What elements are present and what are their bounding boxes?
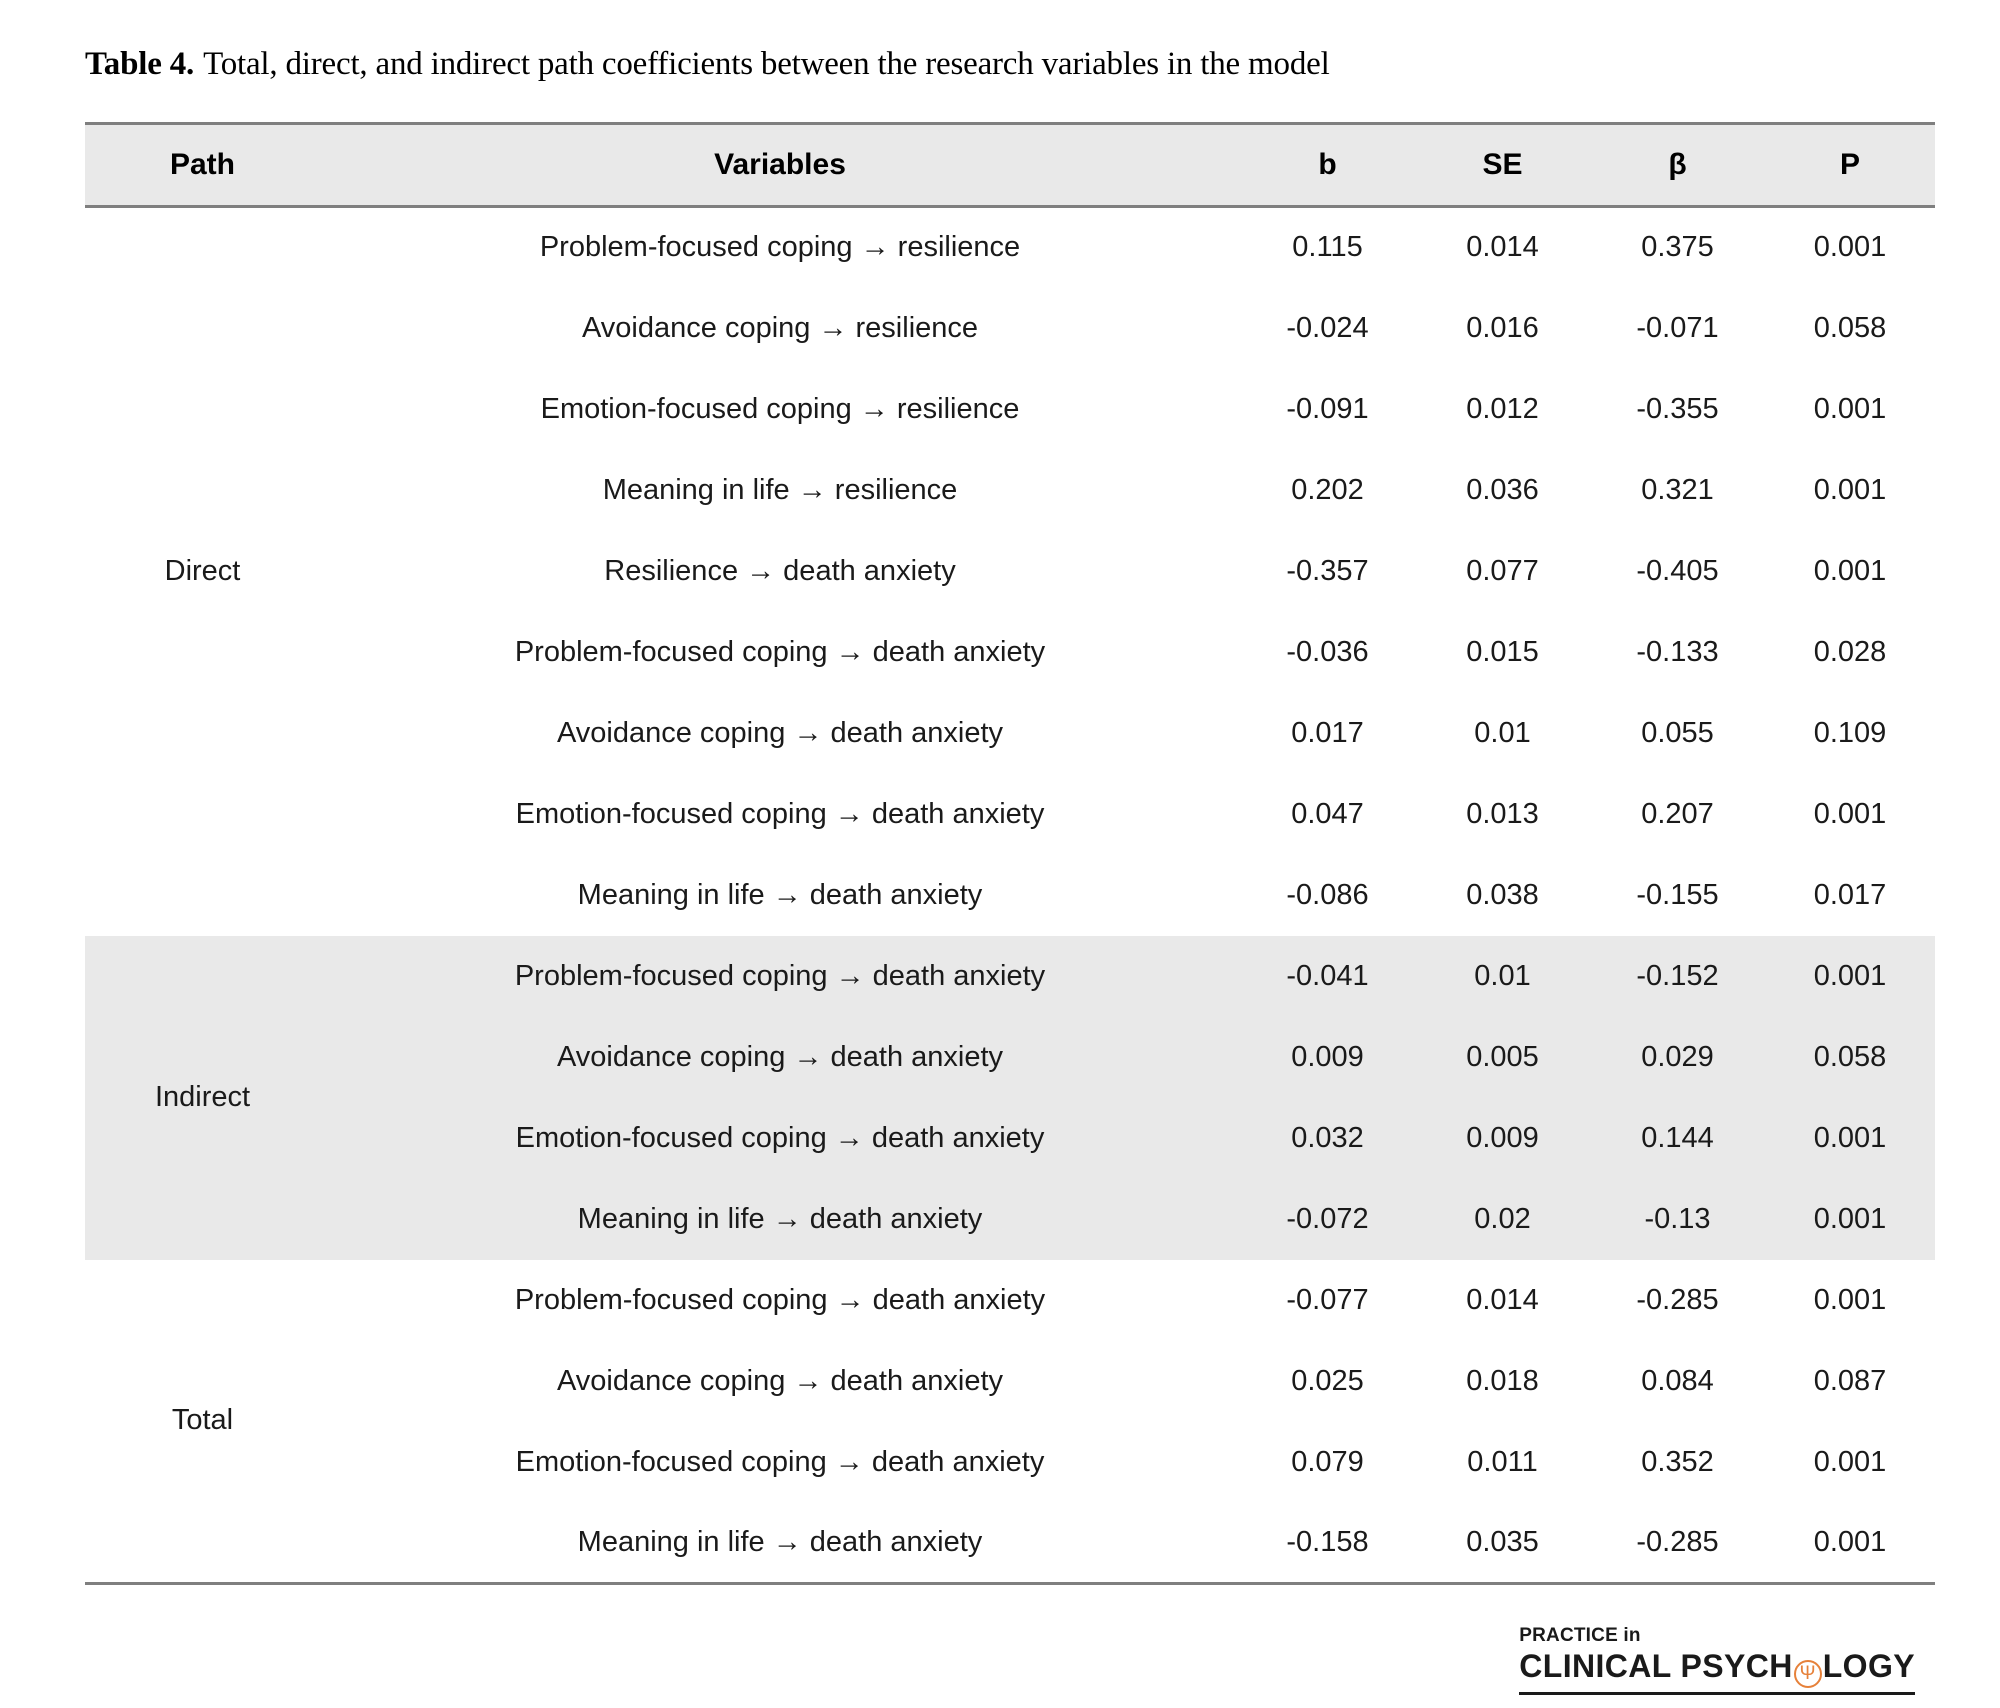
- cell-b: 0.032: [1240, 1098, 1415, 1179]
- cell-variables: Emotion-focused coping → death anxiety: [320, 1098, 1240, 1179]
- cell-beta: -0.155: [1636, 878, 1719, 911]
- cell-se: 0.011: [1467, 1445, 1538, 1478]
- cell-p: 0.001: [1765, 1179, 1935, 1260]
- cell-p: 0.058: [1765, 1017, 1935, 1098]
- cell-variables: Meaning in life → resilience: [602, 473, 958, 506]
- table-row: [85, 855, 1935, 936]
- cell-variables: Avoidance coping → death anxiety: [556, 716, 1004, 749]
- cell-se: 0.012: [1466, 392, 1539, 425]
- cell-variables: Avoidance coping → resilience: [581, 311, 979, 344]
- journal-logo: [1519, 1625, 1915, 1695]
- table-row: [85, 1503, 1935, 1584]
- cell-b: -0.036: [1286, 635, 1369, 668]
- table-row: [85, 288, 1935, 369]
- cell-b: 0.009: [1240, 1017, 1415, 1098]
- cell-variables: Meaning in life → death anxiety: [577, 878, 983, 911]
- cell-se: 0.015: [1466, 635, 1539, 668]
- cell-se: 0.014: [1466, 1283, 1539, 1316]
- table-row: [85, 369, 1935, 450]
- cell-beta: 0.207: [1641, 797, 1714, 830]
- journal-logo-line1: PRACTICE in: [1519, 1625, 1641, 1646]
- cell-p: 0.087: [1813, 1364, 1887, 1397]
- cell-se: 0.016: [1466, 311, 1539, 344]
- table-caption-number: Table 4.: [85, 46, 195, 82]
- cell-beta: 0.055: [1641, 716, 1714, 749]
- cell-p: 0.001: [1813, 1525, 1887, 1558]
- cell-b: -0.091: [1286, 392, 1369, 425]
- cell-se: 0.01: [1415, 936, 1590, 1017]
- table-row: [85, 450, 1935, 531]
- cell-b: -0.086: [1286, 878, 1369, 911]
- cell-se: 0.009: [1415, 1098, 1590, 1179]
- cell-se: 0.02: [1415, 1179, 1590, 1260]
- cell-beta: -0.285: [1636, 1525, 1719, 1558]
- cell-se: 0.014: [1466, 231, 1539, 264]
- cell-beta: -0.285: [1636, 1283, 1719, 1316]
- cell-beta: -0.152: [1590, 936, 1765, 1017]
- cell-p: 0.001: [1765, 1098, 1935, 1179]
- cell-p: 0.001: [1813, 1445, 1887, 1478]
- cell-variables: Problem-focused coping → death anxiety: [320, 936, 1240, 1017]
- cell-p: 0.028: [1813, 635, 1887, 668]
- cell-p: 0.001: [1813, 1283, 1887, 1316]
- cell-se: 0.013: [1466, 797, 1539, 830]
- cell-beta: -0.355: [1636, 392, 1719, 425]
- cell-b: -0.077: [1286, 1283, 1369, 1316]
- cell-beta: -0.071: [1636, 311, 1719, 344]
- cell-beta: 0.084: [1641, 1364, 1714, 1397]
- col-header-beta: β: [1590, 124, 1765, 207]
- cell-variables: Problem-focused coping → resilience: [539, 231, 1021, 264]
- section-label-direct: Direct: [164, 555, 241, 588]
- col-header-path: Path: [85, 124, 320, 207]
- table-row: [85, 531, 1935, 612]
- cell-b: -0.024: [1286, 311, 1369, 344]
- cell-p: 0.001: [1765, 936, 1935, 1017]
- cell-variables: Problem-focused coping → death anxiety: [514, 635, 1046, 668]
- table-row: [85, 1260, 1935, 1341]
- cell-b: 0.202: [1291, 473, 1364, 506]
- cell-variables: Emotion-focused coping → death anxiety: [515, 1445, 1045, 1478]
- cell-p: 0.058: [1813, 311, 1887, 344]
- cell-variables: Emotion-focused coping → resilience: [540, 392, 1020, 425]
- cell-beta: -0.133: [1636, 635, 1719, 668]
- col-header-variables: Variables: [320, 124, 1240, 207]
- table-row: [85, 612, 1935, 693]
- cell-se: 0.005: [1415, 1017, 1590, 1098]
- table-row: [85, 1341, 1935, 1422]
- cell-variables: Resilience → death anxiety: [604, 554, 956, 587]
- cell-p: 0.001: [1813, 473, 1887, 506]
- cell-se: 0.077: [1466, 554, 1539, 587]
- cell-p: 0.001: [1813, 231, 1887, 264]
- table-caption: [85, 40, 1915, 88]
- header-row: [85, 124, 1935, 207]
- cell-b: 0.079: [1291, 1445, 1364, 1478]
- col-header-p: P: [1765, 124, 1935, 207]
- cell-beta: 0.029: [1590, 1017, 1765, 1098]
- cell-b: 0.025: [1291, 1364, 1364, 1397]
- cell-beta: 0.144: [1590, 1098, 1765, 1179]
- cell-b: 0.047: [1291, 797, 1364, 830]
- journal-logo-text-pre: CLINICAL PSYCH: [1519, 1648, 1793, 1684]
- cell-b: -0.072: [1240, 1179, 1415, 1260]
- cell-se: 0.035: [1466, 1525, 1539, 1558]
- journal-logo-text-post: LOGY: [1822, 1648, 1915, 1684]
- cell-variables: Avoidance coping → death anxiety: [320, 1017, 1240, 1098]
- table-row: [85, 936, 1935, 1017]
- cell-b: -0.041: [1240, 936, 1415, 1017]
- table-row: [85, 1098, 1935, 1179]
- table-row: [85, 207, 1935, 288]
- cell-b: -0.357: [1286, 554, 1369, 587]
- section-label-total: Total: [171, 1404, 234, 1437]
- page: [0, 40, 2000, 1708]
- cell-p: 0.109: [1813, 716, 1887, 749]
- cell-variables: Avoidance coping → death anxiety: [556, 1364, 1004, 1397]
- cell-variables: Emotion-focused coping → death anxiety: [515, 797, 1045, 830]
- cell-beta: -0.405: [1636, 554, 1719, 587]
- table-row: [85, 1422, 1935, 1503]
- cell-beta: -0.13: [1590, 1179, 1765, 1260]
- table-caption-text: Total, direct, and indirect path coefficients between the research variables in the model: [203, 46, 1330, 82]
- table-row: [85, 774, 1935, 855]
- col-header-se: SE: [1415, 124, 1590, 207]
- cell-p: 0.001: [1813, 797, 1887, 830]
- table-row: [85, 693, 1935, 774]
- psi-icon: Ψ: [1794, 1660, 1822, 1688]
- cell-beta: 0.375: [1641, 231, 1714, 264]
- cell-beta: 0.352: [1641, 1445, 1714, 1478]
- journal-logo-line2: [1519, 1647, 1915, 1695]
- cell-b: 0.017: [1291, 716, 1364, 749]
- cell-variables: Problem-focused coping → death anxiety: [514, 1283, 1046, 1316]
- cell-se: 0.018: [1466, 1364, 1539, 1397]
- cell-p: 0.017: [1813, 878, 1887, 911]
- cell-p: 0.001: [1813, 554, 1887, 587]
- cell-b: -0.158: [1286, 1525, 1369, 1558]
- table-row: [85, 1179, 1935, 1260]
- cell-beta: 0.321: [1641, 473, 1714, 506]
- cell-variables: Meaning in life → death anxiety: [577, 1525, 983, 1558]
- cell-variables: Meaning in life → death anxiety: [320, 1179, 1240, 1260]
- cell-b: 0.115: [1292, 231, 1363, 264]
- cell-p: 0.001: [1813, 392, 1887, 425]
- table-row: [85, 1017, 1935, 1098]
- cell-se: 0.038: [1466, 878, 1539, 911]
- cell-se: 0.01: [1474, 716, 1531, 749]
- section-label-indirect: Indirect: [85, 936, 320, 1260]
- path-coefficients-table: [85, 122, 1935, 1585]
- col-header-b: b: [1240, 124, 1415, 207]
- cell-se: 0.036: [1466, 473, 1539, 506]
